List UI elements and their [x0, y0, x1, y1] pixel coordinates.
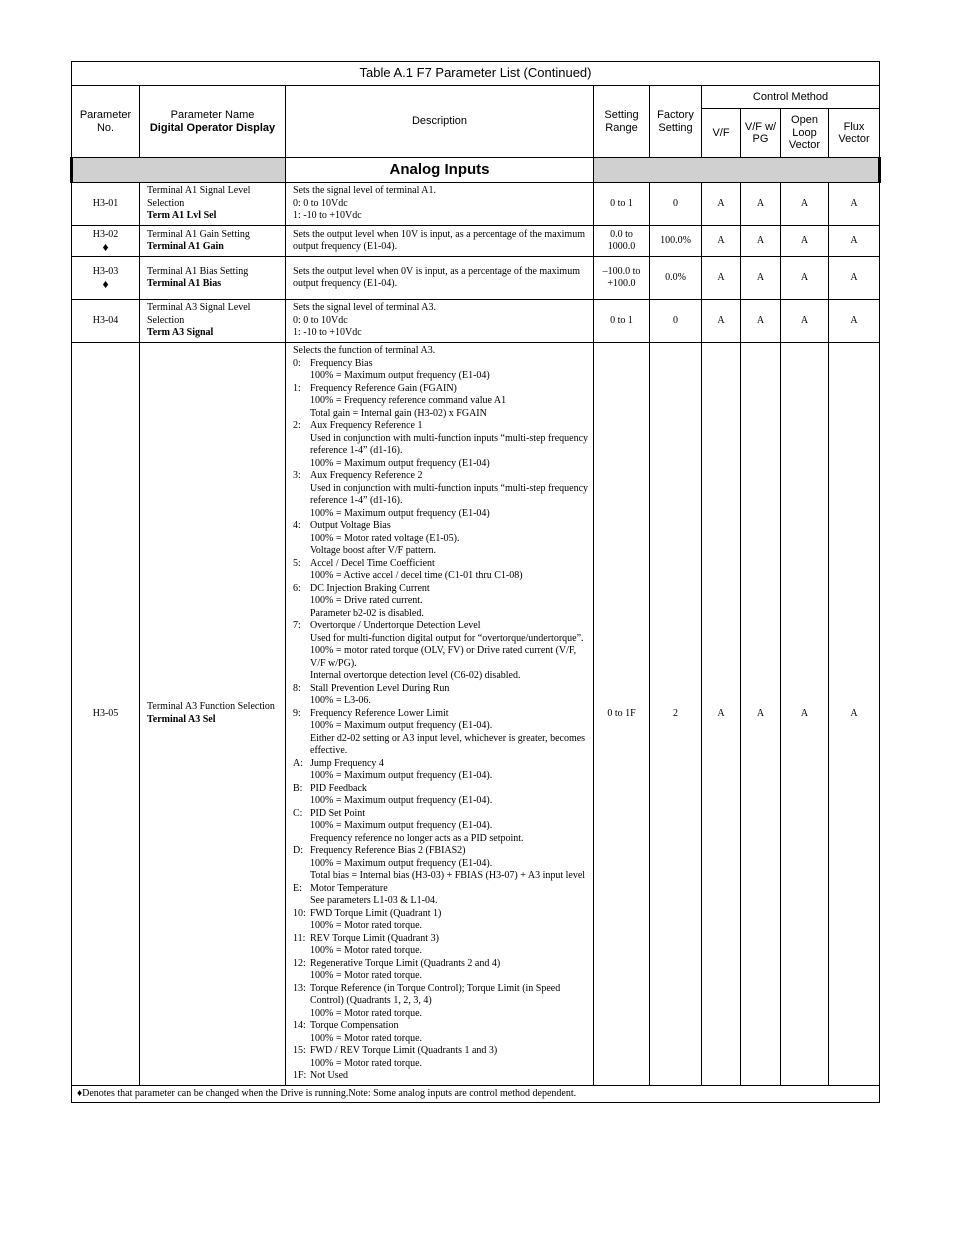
function-code: 14:: [293, 1020, 306, 1031]
function-detail: 100% = Motor rated torque.: [310, 1007, 423, 1019]
function-item: [293, 583, 590, 621]
header-control-method: Control Method: [702, 86, 880, 109]
cm-vf: A: [702, 257, 741, 300]
function-item: [293, 958, 590, 983]
function-code: 7:: [293, 620, 301, 631]
function-title: Stall Prevention Level During Run: [310, 682, 450, 694]
cm-vf-pg: A: [741, 226, 781, 257]
function-detail: 100% = L3-06.: [310, 695, 371, 706]
function-detail: Total bias = Internal bias (H3-03) + FBIAS (H3-07) + A3 input level: [310, 870, 586, 881]
param-name: [140, 343, 286, 1086]
function-code: 6:: [293, 582, 301, 594]
param-name-text: Terminal A3 Function Selection: [147, 701, 275, 713]
factory-setting: 0.0%: [650, 257, 702, 300]
function-code: 10:: [293, 907, 306, 919]
function-code: 12:: [293, 957, 306, 969]
function-detail: Used in conjunction with multi-function inputs “multi-step frequency reference 1-4” (d1-16).: [310, 432, 589, 456]
footnote: ♦Denotes that parameter can be changed when the Drive is running.Note: Some analog inputs are control method dependent.: [72, 1085, 880, 1103]
param-name: [140, 183, 286, 226]
param-no: H3-05: [72, 343, 140, 1086]
parameter-table: [70, 61, 881, 1103]
operator-display: Term A3 Signal: [147, 327, 214, 339]
setting-range: –100.0 to +100.0: [594, 257, 650, 300]
desc-line: Sets the signal level of terminal A1.: [293, 185, 437, 197]
factory-setting: 100.0%: [650, 226, 702, 257]
function-title: Motor Temperature: [310, 882, 388, 894]
function-title: Torque Compensation: [310, 1020, 399, 1031]
function-code: D:: [293, 845, 303, 856]
setting-range: 0 to 1: [594, 300, 650, 343]
function-detail: 100% = Maximum output frequency (E1-04): [310, 457, 490, 469]
desc-line: 0: 0 to 10Vdc: [293, 197, 348, 209]
function-item: [293, 883, 590, 908]
header-setting-range: Setting Range: [594, 86, 650, 158]
desc-intro: Selects the function of terminal A3.: [293, 345, 436, 356]
function-title: PID Set Point: [310, 807, 366, 819]
function-title: Frequency Reference Lower Limit: [310, 707, 449, 719]
function-detail: 100% = Maximum output frequency (E1-04).: [310, 857, 493, 869]
function-item: [293, 758, 590, 783]
function-code: 1F:: [293, 1070, 307, 1081]
factory-setting: 2: [650, 343, 702, 1086]
function-code: 2:: [293, 420, 301, 431]
header-param-no: Parameter No.: [72, 86, 140, 158]
table-title: Table A.1 F7 Parameter List (Continued): [72, 62, 880, 86]
function-code: B:: [293, 782, 303, 794]
function-detail: 100% = Drive rated current.: [310, 595, 423, 606]
function-item: [293, 683, 590, 708]
param-no: H3-04: [72, 300, 140, 343]
cm-vf-pg: A: [741, 300, 781, 343]
cm-vf-pg: A: [741, 343, 781, 1086]
function-item: [293, 383, 590, 421]
param-name: [140, 226, 286, 257]
setting-range: 0 to 1: [594, 183, 650, 226]
param-name: [140, 300, 286, 343]
function-detail: 100% = Maximum output frequency (E1-04): [310, 370, 490, 381]
table-row: [72, 343, 880, 1086]
cm-flux: A: [829, 343, 880, 1086]
function-code: 5:: [293, 557, 301, 569]
table-row: [72, 226, 880, 257]
function-title: Frequency Reference Bias 2 (FBIAS2): [310, 845, 466, 856]
function-code: A:: [293, 757, 303, 769]
param-name-text: Terminal A1 Bias Setting: [147, 265, 249, 277]
function-detail: 100% = motor rated torque (OLV, FV) or Drive rated current (V/F, V/F w/PG).: [310, 645, 577, 669]
section-fill-left: [72, 158, 286, 183]
table-row: [72, 300, 880, 343]
param-no: H3-02: [92, 228, 119, 240]
function-detail: 100% = Maximum output frequency (E1-04).: [310, 720, 493, 731]
param-name-text: Terminal A1 Signal Level Selection: [147, 185, 251, 209]
header-vf: V/F: [702, 109, 741, 158]
param-name: [140, 257, 286, 300]
param-name-text: Terminal A1 Gain Setting: [147, 228, 250, 240]
function-detail: 100% = Motor rated torque.: [310, 1032, 423, 1044]
diamond-icon: ♦: [102, 240, 109, 255]
setting-range: 0 to 1F: [594, 343, 650, 1086]
header-olv: Open Loop Vector: [781, 109, 829, 158]
function-item: [293, 1020, 590, 1045]
function-detail: 100% = Frequency reference command value A1: [310, 395, 507, 406]
function-detail: Parameter b2-02 is disabled.: [310, 607, 424, 619]
function-title: PID Feedback: [310, 782, 367, 794]
function-item: [293, 845, 590, 883]
function-item: [293, 470, 590, 520]
function-item: [293, 808, 590, 846]
function-title: Overtorque / Undertorque Detection Level: [310, 620, 481, 631]
desc-line: Sets the signal level of terminal A3.: [293, 302, 437, 314]
function-detail: 100% = Maximum output frequency (E1-04).: [310, 795, 493, 806]
cm-flux: A: [829, 226, 880, 257]
section-fill-right: [594, 158, 880, 183]
cm-olv: A: [781, 343, 829, 1086]
function-detail: 100% = Motor rated torque.: [310, 945, 423, 956]
function-code: 0:: [293, 357, 301, 369]
function-code: E:: [293, 882, 302, 894]
function-code: 15:: [293, 1045, 306, 1056]
param-description: [286, 343, 594, 1086]
function-detail: 100% = Motor rated torque.: [310, 1057, 423, 1069]
cm-vf: A: [702, 300, 741, 343]
operator-display: Terminal A1 Bias: [147, 278, 222, 289]
header-factory-setting: Factory Setting: [650, 86, 702, 158]
header-description: Description: [286, 86, 594, 158]
function-detail: Voltage boost after V/F pattern.: [310, 545, 436, 556]
function-detail: Either d2-02 setting or A3 input level, whichever is greater, becomes effective.: [310, 732, 586, 756]
function-item: [293, 933, 590, 958]
param-description: [286, 300, 594, 343]
function-detail: Used for multi-function digital output for “overtorque/undertorque”.: [310, 632, 584, 644]
header-param-name: [140, 86, 286, 158]
cm-olv: A: [781, 226, 829, 257]
diamond-icon: ♦: [102, 277, 109, 292]
function-detail: Internal overtorque detection level (C6-02) disabled.: [310, 670, 521, 681]
desc-line: 0: 0 to 10Vdc: [293, 314, 348, 326]
cm-flux: A: [829, 300, 880, 343]
cm-olv: A: [781, 183, 829, 226]
param-no: H3-03: [92, 265, 119, 277]
function-title: Aux Frequency Reference 1: [310, 420, 423, 431]
function-code: 11:: [293, 932, 306, 944]
operator-display: Terminal A3 Sel: [147, 713, 216, 725]
function-item: [293, 558, 590, 583]
function-title: Jump Frequency 4: [310, 757, 384, 769]
param-description: Sets the output level when 10V is input, as a percentage of the maximum output frequency (E1-04).: [286, 226, 594, 257]
function-title: Torque Reference (in Torque Control); Torque Limit (in Speed Control) (Quadrants 1, 2, 3, 4): [310, 982, 561, 1006]
function-title: Not Used: [310, 1070, 349, 1081]
cm-flux: A: [829, 183, 880, 226]
function-item: [293, 1045, 590, 1070]
param-no-cell: [72, 226, 140, 257]
function-item: [293, 708, 590, 758]
function-title: Output Voltage Bias: [310, 520, 391, 531]
cm-olv: A: [781, 300, 829, 343]
operator-display: Terminal A1 Gain: [147, 241, 224, 252]
function-detail: 100% = Active accel / decel time (C1-01 thru C1-08): [310, 570, 523, 581]
param-no: H3-01: [72, 183, 140, 226]
function-item: [293, 983, 590, 1021]
function-title: FWD Torque Limit (Quadrant 1): [310, 907, 442, 919]
desc-line: 1: -10 to +10Vdc: [293, 210, 362, 222]
function-code: 13:: [293, 982, 306, 994]
factory-setting: 0: [650, 183, 702, 226]
function-title: Frequency Bias: [310, 357, 373, 369]
function-code: 4:: [293, 520, 301, 531]
function-item: [293, 358, 590, 383]
table-row: [72, 257, 880, 300]
function-title: REV Torque Limit (Quadrant 3): [310, 932, 439, 944]
function-item: [293, 783, 590, 808]
function-code: 3:: [293, 470, 301, 481]
function-detail: Total gain = Internal gain (H3-02) x FGAIN: [310, 407, 487, 419]
operator-display: Term A1 Lvl Sel: [147, 210, 217, 222]
function-title: Regenerative Torque Limit (Quadrants 2 and 4): [310, 957, 501, 969]
function-detail: 100% = Motor rated torque.: [310, 920, 423, 931]
function-code: C:: [293, 807, 303, 819]
param-description: [286, 183, 594, 226]
function-detail: Frequency reference no longer acts as a PID setpoint.: [310, 832, 524, 844]
header-vf-pg: V/F w/ PG: [741, 109, 781, 158]
header-param-name-label: Parameter Name: [170, 109, 255, 121]
header-digital-operator: Digital Operator Display: [149, 121, 276, 134]
function-code: 9:: [293, 707, 301, 719]
function-item: [293, 420, 590, 470]
param-name-text: Terminal A3 Signal Level Selection: [147, 302, 251, 326]
function-item: [293, 620, 590, 683]
function-detail: See parameters L1-03 & L1-04.: [310, 895, 438, 906]
function-title: Aux Frequency Reference 2: [310, 470, 423, 481]
cm-vf: A: [702, 226, 741, 257]
param-no-cell: [72, 257, 140, 300]
setting-range: 0.0 to 1000.0: [594, 226, 650, 257]
cm-vf-pg: A: [741, 183, 781, 226]
function-title: Frequency Reference Gain (FGAIN): [310, 382, 457, 394]
factory-setting: 0: [650, 300, 702, 343]
function-item: [293, 908, 590, 933]
function-detail: Used in conjunction with multi-function inputs “multi-step frequency reference 1-4” (d1-16).: [310, 482, 589, 506]
function-detail: 100% = Maximum output frequency (E1-04): [310, 507, 490, 519]
cm-olv: A: [781, 257, 829, 300]
function-list: [293, 358, 590, 1083]
function-detail: 100% = Maximum output frequency (E1-04).: [310, 820, 493, 831]
header-flux: Flux Vector: [829, 109, 880, 158]
function-title: FWD / REV Torque Limit (Quadrants 1 and 3): [310, 1045, 498, 1056]
function-item: [293, 520, 590, 558]
function-detail: 100% = Motor rated voltage (E1-05).: [310, 532, 460, 544]
function-title: Accel / Decel Time Coefficient: [310, 557, 435, 569]
function-item: [293, 1070, 590, 1083]
function-code: 1:: [293, 382, 301, 394]
desc-line: 1: -10 to +10Vdc: [293, 327, 362, 339]
function-code: 8:: [293, 682, 301, 694]
function-detail: 100% = Maximum output frequency (E1-04).: [310, 770, 493, 781]
param-description: Sets the output level when 0V is input, as a percentage of the maximum output frequency (E1-04).: [286, 257, 594, 300]
section-title: Analog Inputs: [286, 158, 594, 183]
cm-vf: A: [702, 183, 741, 226]
cm-vf: A: [702, 343, 741, 1086]
function-detail: 100% = Motor rated torque.: [310, 970, 423, 981]
cm-vf-pg: A: [741, 257, 781, 300]
table-row: [72, 183, 880, 226]
function-title: DC Injection Braking Current: [310, 582, 430, 594]
cm-flux: A: [829, 257, 880, 300]
